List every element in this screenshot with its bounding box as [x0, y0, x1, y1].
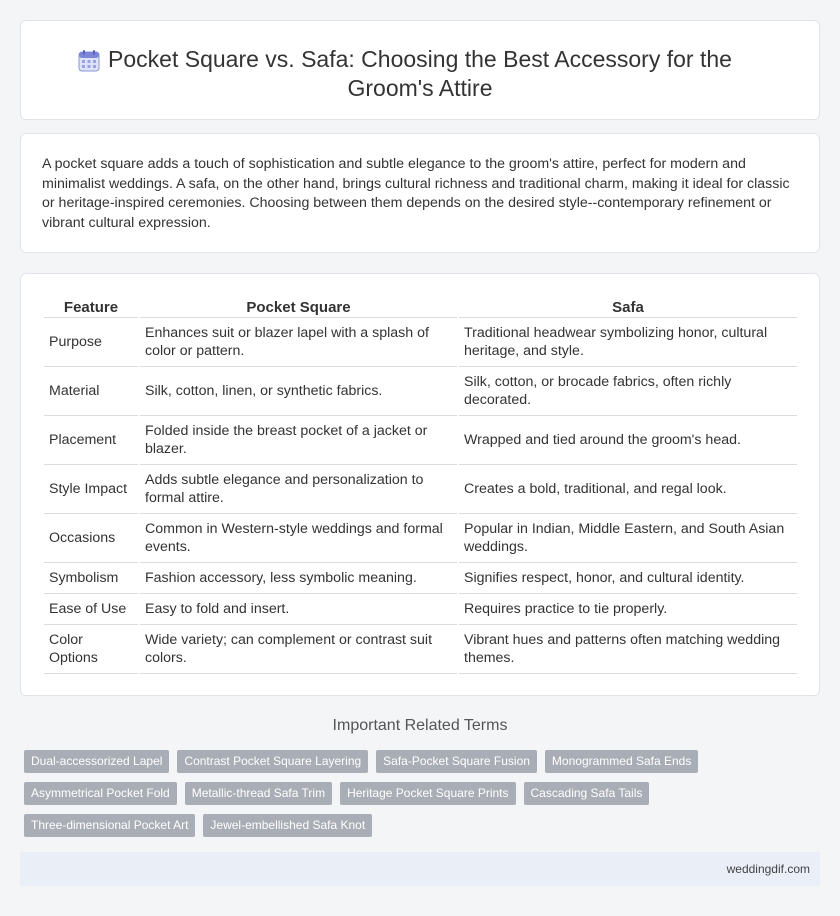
- safa-cell: Silk, cotton, or brocade fabrics, often richly decorated.: [459, 367, 797, 416]
- footer: [20, 852, 820, 886]
- pocket-square-cell: Enhances suit or blazer lapel with a splash of color or pattern.: [140, 318, 457, 367]
- table-row: [44, 465, 797, 514]
- feature-cell: Color Options: [44, 625, 138, 674]
- footer-site-link[interactable]: weddingdif.com: [726, 862, 810, 876]
- table-row: [44, 416, 797, 465]
- comparison-card: [20, 273, 820, 696]
- feature-cell: Material: [44, 367, 138, 416]
- table-row: [44, 318, 797, 367]
- tag-link[interactable]: Dual-accessorized Lapel: [24, 750, 169, 773]
- tag-link[interactable]: Monogrammed Safa Ends: [545, 750, 698, 773]
- safa-cell: Wrapped and tied around the groom's head.: [459, 416, 797, 465]
- feature-cell: Ease of Use: [44, 594, 138, 625]
- feature-cell: Occasions: [44, 514, 138, 563]
- comparison-table: [42, 297, 799, 674]
- table-row: [44, 367, 797, 416]
- table-row: [44, 563, 797, 594]
- related-terms: [24, 750, 724, 846]
- tag-link[interactable]: Heritage Pocket Square Prints: [340, 782, 515, 805]
- feature-cell: Purpose: [44, 318, 138, 367]
- table-row: [44, 625, 797, 674]
- title-card: [20, 20, 820, 120]
- tag-link[interactable]: Three-dimensional Pocket Art: [24, 814, 195, 837]
- page-title: Pocket Square vs. Safa: Choosing the Best Accessory for the Groom's Attire: [108, 46, 732, 101]
- title-wrap: [21, 45, 819, 103]
- tag-row: [24, 814, 724, 837]
- feature-cell: Symbolism: [44, 563, 138, 594]
- table-header-row: [44, 297, 797, 318]
- pocket-square-cell: Fashion accessory, less symbolic meaning.: [140, 563, 457, 594]
- related-terms-title: Important Related Terms: [332, 717, 508, 734]
- calendar-icon: [77, 49, 101, 73]
- pocket-square-cell: Adds subtle elegance and personalization to formal attire.: [140, 465, 457, 514]
- pocket-square-cell: Common in Western-style weddings and formal events.: [140, 514, 457, 563]
- pocket-square-cell: Easy to fold and insert.: [140, 594, 457, 625]
- safa-cell: Vibrant hues and patterns often matching wedding themes.: [459, 625, 797, 674]
- tag-link[interactable]: Safa-Pocket Square Fusion: [376, 750, 537, 773]
- safa-cell: Traditional headwear symbolizing honor, cultural heritage, and style.: [459, 318, 797, 367]
- feature-cell: Style Impact: [44, 465, 138, 514]
- tag-link[interactable]: Metallic-thread Safa Trim: [185, 782, 332, 805]
- pocket-square-cell: Silk, cotton, linen, or synthetic fabrics.: [140, 367, 457, 416]
- pocket-square-cell: Wide variety; can complement or contrast suit colors.: [140, 625, 457, 674]
- tag-link[interactable]: Cascading Safa Tails: [524, 782, 650, 805]
- header-pocket-square: Pocket Square: [140, 297, 457, 318]
- header-safa: Safa: [459, 297, 797, 318]
- intro-card: [20, 133, 820, 253]
- safa-cell: Requires practice to tie properly.: [459, 594, 797, 625]
- tag-link[interactable]: Contrast Pocket Square Layering: [177, 750, 368, 773]
- table-row: [44, 594, 797, 625]
- header-feature: Feature: [44, 297, 138, 318]
- intro-paragraph: A pocket square adds a touch of sophistication and subtle elegance to the groom's attire, perfect for modern and minimalist weddings. A safa, on the other hand, brings cultural richness and traditional charm, making it ideal for classic or heritage-inspired ceremonies. Choosing between them depends on the desired style--contemporary refinement or vibrant cultural expression.: [42, 156, 790, 231]
- tag-link[interactable]: Asymmetrical Pocket Fold: [24, 782, 177, 805]
- tag-row: [24, 750, 724, 773]
- table-row: [44, 514, 797, 563]
- tag-row: [24, 782, 724, 805]
- safa-cell: Signifies respect, honor, and cultural identity.: [459, 563, 797, 594]
- safa-cell: Popular in Indian, Middle Eastern, and South Asian weddings.: [459, 514, 797, 563]
- feature-cell: Placement: [44, 416, 138, 465]
- tag-link[interactable]: Jewel-embellished Safa Knot: [203, 814, 372, 837]
- safa-cell: Creates a bold, traditional, and regal look.: [459, 465, 797, 514]
- pocket-square-cell: Folded inside the breast pocket of a jacket or blazer.: [140, 416, 457, 465]
